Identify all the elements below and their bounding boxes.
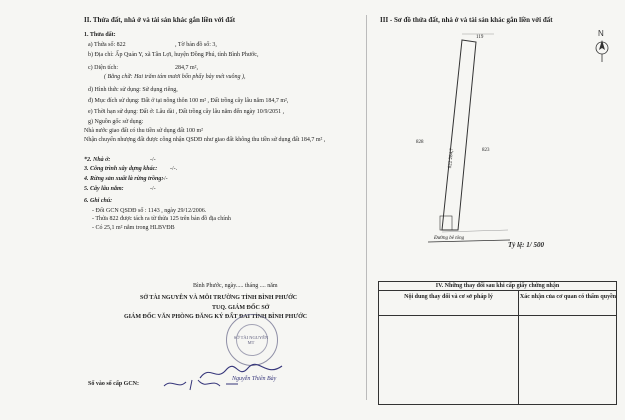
agency-authority: TUQ. GIÁM ĐỐC SỞ <box>212 305 270 311</box>
usage-origin: g) Nguồn gốc sử dụng: <box>88 119 144 125</box>
changes-table-col-content: Nội dung thay đổi và cơ sở pháp lý <box>404 294 493 300</box>
changes-table-title: IV. Những thay đổi sau khi cấp giấy chứng nhận <box>379 282 616 291</box>
changes-table-col-authority: Xác nhận của cơ quan có thẩm quyền <box>519 294 617 300</box>
note-line-1: - Đổi GCN QSDĐ số : 1143 , ngày 29/12/2006. <box>92 208 207 214</box>
origin-line-1: Nhà nước giao đất có thu tiền sử dụng đất 100 m² <box>84 128 203 134</box>
road-label: Đường bê tông <box>434 236 465 241</box>
north-arrow-icon <box>592 26 612 66</box>
usage-form: d) Hình thức sử dụng: Sử dụng riêng, <box>88 87 178 93</box>
construction-label: 3. Công trình xây dựng khác: <box>84 166 158 172</box>
parcel-number: a) Thửa số: 822 <box>88 42 126 48</box>
neighbor-parcel-left: 828 <box>416 140 424 145</box>
place-date: Bình Phước, ngày..... tháng .... năm <box>193 283 278 289</box>
trees-label: 5. Cây lâu năm: <box>84 186 124 192</box>
changes-table-header-line <box>379 315 616 316</box>
neighbor-parcel-top: 119 <box>476 35 484 40</box>
parcel-address: b) Địa chỉ: Ấp Quản Y, xã Tân Lợi, huyện Đồng Phú, tỉnh Bình Phước, <box>88 52 259 58</box>
usage-purpose: đ) Mục đích sử dụng: Đất ở tại nông thôn 100 m² , Đất trồng cây lâu năm 184,7 m², <box>88 98 289 104</box>
construction-value: -/-. <box>170 166 178 172</box>
column-divider <box>366 15 367 400</box>
agency-name: SỞ TÀI NGUYÊN VÀ MÔI TRƯỜNG TỈNH BÌNH PHƯỚC <box>140 295 298 301</box>
notes-heading: 6. Ghi chú: <box>84 198 113 204</box>
house-label: *2. Nhà ở: <box>84 157 111 163</box>
signer-name: Nguyễn Thiên Bảy <box>232 376 277 382</box>
seal-text: SỞ TÀI NGUYÊN MT <box>233 335 269 345</box>
map-number: , Tờ bản đồ số: 3, <box>175 42 217 48</box>
forest-value: -/- <box>162 176 168 182</box>
area-in-words: ( Bằng chữ: Hai trăm tám mươi bốn phẩy bảy mét vuông ), <box>104 74 246 80</box>
changes-table <box>378 281 617 405</box>
parcel-center-label: 822 284,7 <box>448 148 456 169</box>
section-iii-heading: III - Sơ đồ thửa đất, nhà ở và tài sản khác gắn liền với đất <box>380 16 553 24</box>
map-scale: Tỷ lệ: 1/ 500 <box>508 241 544 249</box>
svg-text:N: N <box>598 29 604 38</box>
origin-line-2: Nhận chuyển nhượng đất được công nhận QSDĐ như giao đất không thu tiền sử dụng đất 184,7 m² , <box>84 137 326 143</box>
neighbor-parcel-right: 823 <box>482 148 490 153</box>
section-ii-heading: II. Thửa đất, nhà ở và tài sản khác gắn liền với đất <box>84 16 236 24</box>
parcel-subheading: 1. Thửa đất: <box>84 32 116 38</box>
agency-office: GIÁM ĐỐC VĂN PHÒNG ĐĂNG KÝ ĐẤT ĐAI TỈNH BÌNH PHƯỚC <box>124 314 308 320</box>
note-line-2: - Thửa 822 được tách ra từ thửa 125 trên bản đồ địa chính <box>92 216 231 222</box>
area-value: 284,7 m², <box>175 65 198 71</box>
changes-table-column-line <box>518 291 519 404</box>
certificate-entry-handwriting <box>162 376 242 392</box>
forest-label: 4. Rừng sản xuất là rừng trồng: <box>84 176 164 182</box>
usage-duration: e) Thời hạn sử dụng: Đất ở: Lâu dài , Đất trồng cây lâu năm đến ngày 10/9/2051 , <box>88 109 285 115</box>
area-label: c) Diện tích: <box>88 65 118 71</box>
note-line-3: - Có 25,1 m² nằm trong HLBVĐB <box>92 225 175 231</box>
trees-value: -/- <box>150 186 156 192</box>
house-value: -/- <box>150 157 156 163</box>
certificate-entry-label: Số vào sổ cấp GCN: <box>88 381 140 387</box>
